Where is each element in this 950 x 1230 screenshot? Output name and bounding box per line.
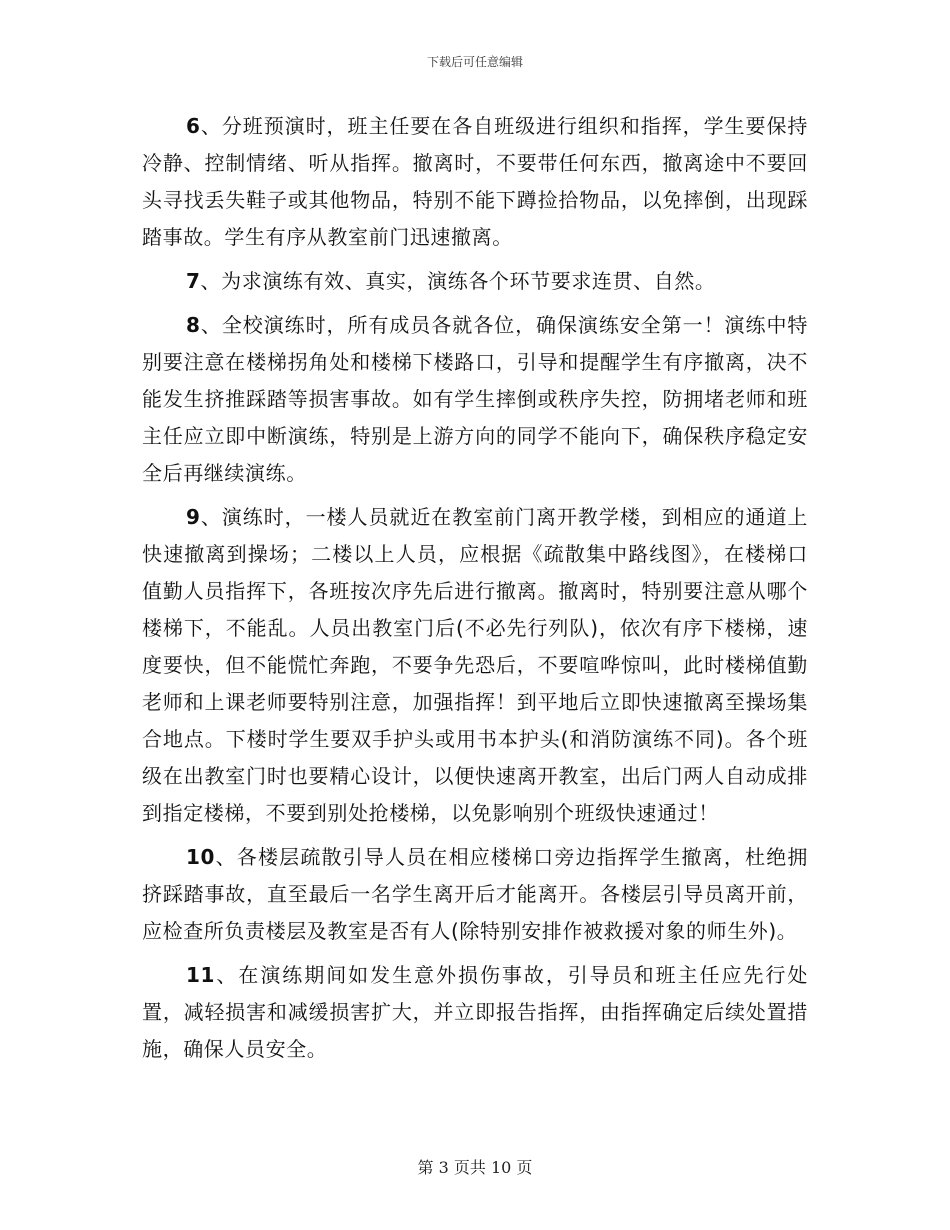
page-header: 下载后可任意编辑 bbox=[426, 55, 523, 69]
item-number: 10 bbox=[186, 845, 216, 869]
paragraph-text: 、为求演练有效、真实，演练各个环节要求连贯、自然。 bbox=[200, 269, 716, 293]
page-footer: 第 3 页共 10 页 bbox=[417, 1158, 533, 1177]
item-number: 9 bbox=[186, 505, 201, 529]
paragraph-8 bbox=[142, 307, 808, 492]
paragraph-text: 、在演练期间如发生意外损伤事故，引导员和班主任应先行处置，减轻损害和减缓损害扩大，并立即报告指挥，由指挥确定后续处置措施，确保人员安全。 bbox=[142, 963, 808, 1061]
paragraph-6 bbox=[142, 108, 808, 256]
paragraph-text: 、全校演练时，所有成员各就各位，确保演练安全第一！演练中特别要注意在楼梯拐角处和楼梯下楼路口，引导和提醒学生有序撤离，决不能发生挤推踩踏等损害事故。如有学生摔倒或秩序失控，防拥堵老师和班主任应立即中断演练，特别是上游方向的同学不能向下，确保秩序稳定安全后再继续演练。 bbox=[142, 313, 808, 485]
document-body bbox=[142, 108, 808, 1075]
item-number: 8 bbox=[186, 313, 201, 337]
item-number: 7 bbox=[186, 269, 201, 293]
paragraph-7 bbox=[142, 263, 808, 300]
paragraph-text: 、各楼层疏散引导人员在相应楼梯口旁边指挥学生撤离，杜绝拥挤踩踏事故，直至最后一名学生离开后才能离开。各楼层引导员离开前，应检查所负责楼层及教室是否有人(除特别安排作被救援对象的师生外)。 bbox=[142, 845, 808, 943]
paragraph-text: 、分班预演时，班主任要在各自班级进行组织和指挥，学生要保持冷静、控制情绪、听从指挥。撤离时，不要带任何东西，撤离途中不要回头寻找丢失鞋子或其他物品，特别不能下蹲捡拾物品，以免摔倒，出现踩踏事故。学生有序从教室前门迅速撤离。 bbox=[142, 114, 808, 249]
item-number: 11 bbox=[186, 963, 216, 987]
item-number: 6 bbox=[186, 114, 201, 138]
paragraph-9 bbox=[142, 499, 808, 832]
paragraph-10 bbox=[142, 839, 808, 950]
paragraph-text: 、演练时，一楼人员就近在教室前门离开教学楼，到相应的通道上快速撤离到操场；二楼以上人员，应根据《疏散集中路线图》，在楼梯口值勤人员指挥下，各班按次序先后进行撤离。撤离时，特别要注意从哪个楼梯下，不能乱。人员出教室门后(不必先行列队)，依次有序下楼梯，速度要快，但不能慌忙奔跑，不要争先恐后，不要喧哗惊叫，此时楼梯值勤老师和上课老师要特别注意，加强指挥！到平地后立即快速撤离至操场集合地点。下楼时学生要双手护头或用书本护头(和消防演练不同)。各个班级在出教室门时也要精心设计，以便快速离开教室，出后门两人自动成排到指定楼梯，不要到别处抢楼梯，以免影响别个班级快速通过！ bbox=[142, 505, 808, 825]
paragraph-11 bbox=[142, 957, 808, 1068]
